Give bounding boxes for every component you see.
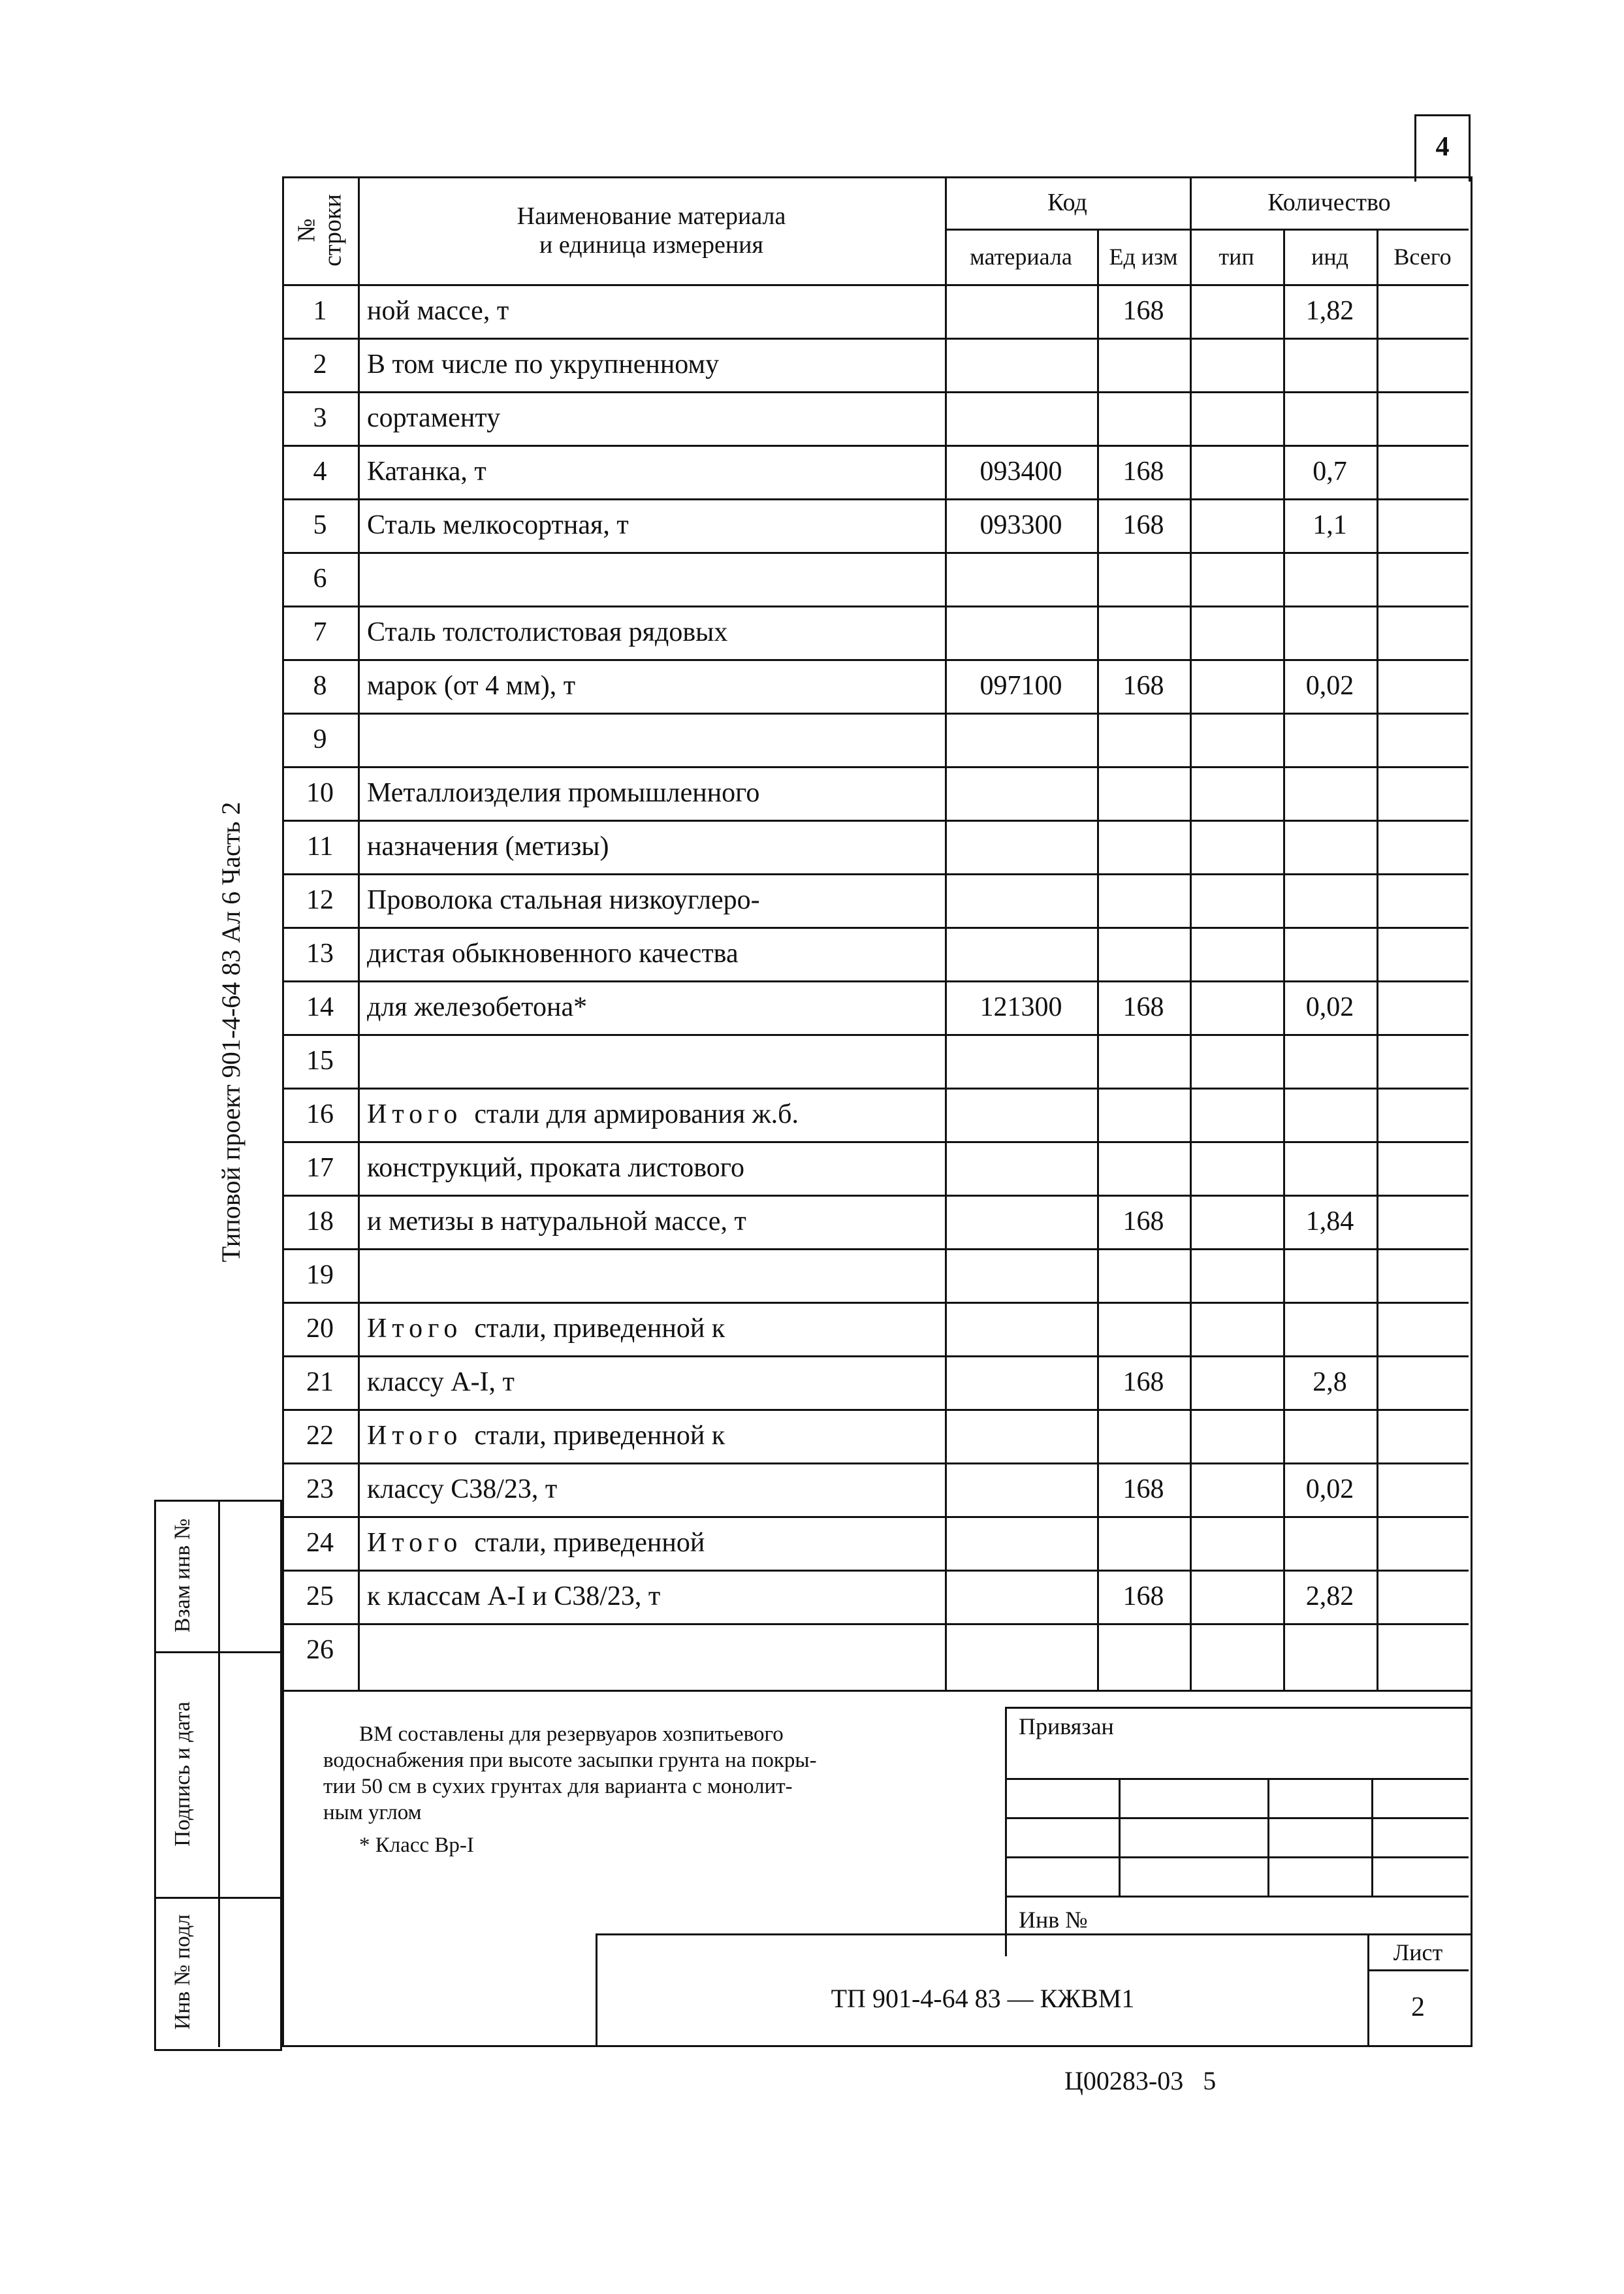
privyazan-line-3 [1005,1856,1469,1858]
row-unit [1097,873,1190,927]
row-name [358,1141,945,1195]
row-type [1190,873,1283,927]
row-mat [945,1088,1097,1141]
row-type [1190,1088,1283,1141]
privyazan-line-4 [1005,1896,1469,1898]
row-unit: 168 [1122,296,1164,326]
row-type [1190,1623,1283,1677]
row-unit: 168 [1122,1206,1164,1236]
row-type [1190,1462,1283,1516]
row-name [358,445,945,498]
row-total [1377,1034,1469,1088]
row-mat: 093400 [979,457,1062,487]
row-type [1190,1302,1283,1355]
row-type [1190,1409,1283,1462]
row-number: 15 [306,1046,334,1076]
sheet-corner-number: 4 [1435,132,1450,162]
row-total [1377,498,1469,552]
header-qty-total: Всего [1393,243,1452,270]
row-ind [1283,1302,1377,1355]
row-type [1190,1141,1283,1195]
row-mat [945,284,1097,338]
row-name [358,391,945,445]
row-number: 21 [306,1367,334,1397]
row-mat [945,1462,1097,1516]
row-mat [945,1302,1097,1355]
row-total [1377,1355,1469,1409]
row-type [1190,1570,1283,1623]
row-name [358,606,945,659]
privyazan-col-2 [1267,1778,1269,1898]
row-name-text: к классам А-I и С38/23, т [367,1581,661,1611]
row-type [1190,1516,1283,1570]
row-unit: 168 [1122,671,1164,701]
row-number: 16 [306,1099,334,1129]
row-unit [1097,1516,1190,1570]
row-name [358,1409,945,1462]
inv-no-label: Инв № [1019,1907,1088,1933]
row-number: 3 [313,403,327,433]
row-number: 17 [306,1153,334,1183]
row-total [1377,980,1469,1034]
row-unit [1097,1141,1190,1195]
row-name [358,1516,945,1570]
row-name [358,820,945,873]
list-label: Лист [1393,1939,1443,1965]
row-mat: 093300 [979,510,1062,540]
row-type [1190,498,1283,552]
row-number: 14 [306,992,334,1022]
row-ind: 0,02 [1305,992,1354,1022]
row-name [358,1355,945,1409]
row-total [1377,552,1469,606]
row-unit [1097,1409,1190,1462]
row-number: 11 [306,832,334,862]
row-number: 18 [306,1206,334,1236]
row-total [1377,927,1469,980]
row-name-text: для железобетона* [367,992,588,1022]
row-mat [945,1623,1097,1677]
row-type [1190,1034,1283,1088]
row-number: 4 [313,457,327,487]
row-mat [945,820,1097,873]
row-mat [945,1570,1097,1623]
header-name: Наименование материала и единица измерения [517,202,786,259]
row-ind [1283,713,1377,766]
row-number: 7 [313,617,327,647]
row-name-text: стали, приведенной [474,1528,705,1558]
row-name-text: сортаменту [367,403,501,433]
row-unit [1097,1248,1190,1302]
row-total [1377,766,1469,820]
row-total [1377,284,1469,338]
row-total [1377,659,1469,713]
row-unit [1097,1623,1190,1677]
header-code-material: материала [970,243,1072,270]
row-mat: 121300 [979,992,1062,1022]
row-ind [1283,606,1377,659]
row-total [1377,873,1469,927]
row-total [1377,606,1469,659]
row-name [358,284,945,338]
row-ind [1283,391,1377,445]
row-type [1190,927,1283,980]
row-ind [1283,927,1377,980]
row-number: 24 [306,1528,334,1558]
note-line-3: тии 50 см в сухих грунтах для варианта с монолит- [323,1775,793,1798]
row-name-text: назначения (метизы) [367,832,609,862]
row-ind [1283,1088,1377,1141]
row-number: 2 [313,349,327,380]
row-type [1190,552,1283,606]
row-ind [1283,338,1377,391]
row-name [358,927,945,980]
row-mat [945,1516,1097,1570]
row-name-text: марок (от 4 мм), т [367,671,576,701]
row-ind [1283,1409,1377,1462]
row-ind: 0,7 [1313,457,1347,487]
header-qty-ind: инд [1311,243,1348,270]
row-name-text: Металлоизделия промышленного [367,778,760,808]
row-number: 8 [313,671,327,701]
row-total [1377,1409,1469,1462]
row-total [1377,1623,1469,1677]
row-unit [1097,1302,1190,1355]
row-number: 12 [306,885,334,915]
footnote: * Класс Вр-I [359,1834,474,1857]
row-total [1377,1302,1469,1355]
row-number: 9 [313,724,327,754]
row-mat [945,606,1097,659]
row-ind: 2,8 [1313,1367,1347,1397]
note-line-4: ным углом [323,1801,422,1824]
side-stamp-podpis: Подпись и дата [170,1702,195,1847]
row-unit [1097,1088,1190,1141]
row-ind [1283,1248,1377,1302]
privyazan-line-1 [1005,1778,1469,1780]
row-name-text: Сталь мелкосортная, т [367,510,629,540]
row-mat [945,1409,1097,1462]
row-unit [1097,713,1190,766]
row-name-prefix: Итого [367,1528,463,1558]
row-name [358,1195,945,1248]
row-name [358,1570,945,1623]
row-name-text: ной массе, т [367,296,509,326]
row-unit: 168 [1122,457,1164,487]
privyazan-col-3 [1371,1778,1373,1898]
privyazan-label: Привязан [1019,1713,1114,1739]
row-type [1190,820,1283,873]
header-code-unit: Ед изм [1109,243,1178,270]
row-type [1190,606,1283,659]
row-unit [1097,391,1190,445]
row-total [1377,1516,1469,1570]
row-number: 10 [306,778,334,808]
row-name [358,713,945,766]
row-name-text: дистая обыкновенного качества [367,939,739,969]
row-unit: 168 [1122,1474,1164,1504]
privyazan-col-1 [1119,1778,1121,1898]
row-name [358,1302,945,1355]
row-mat [945,552,1097,606]
list-number: 2 [1411,1992,1425,2022]
row-ind: 0,02 [1305,671,1354,701]
side-caption: Типовой проект 901-4-64 83 Ал 6 Часть 2 [216,801,246,1263]
row-mat [945,766,1097,820]
row-number: 25 [306,1581,334,1611]
row-unit [1097,606,1190,659]
row-unit [1097,820,1190,873]
side-stamp-divider [218,1500,220,2047]
row-mat: 097100 [979,671,1062,701]
row-number: 13 [306,939,334,969]
row-name-text: В том числе по укрупненному [367,349,720,380]
header-qty-type: тип [1218,243,1254,270]
row-ind: 1,1 [1313,510,1347,540]
side-stamp-inv: Инв № подл [170,1914,195,2030]
row-name [358,498,945,552]
row-total [1377,1141,1469,1195]
row-name [358,659,945,713]
row-name-text: стали, приведенной к [474,1421,725,1451]
row-name-text: Сталь толстолистовая рядовых [367,617,728,647]
row-name-text: Катанка, т [367,457,486,487]
doc-code: ТП 901-4-64 83 — КЖВМ1 [831,1984,1135,2013]
row-mat [945,1034,1097,1088]
row-mat [945,1248,1097,1302]
row-type [1190,659,1283,713]
row-ind [1283,766,1377,820]
row-unit: 168 [1122,1581,1164,1611]
row-name-prefix: Итого [367,1099,463,1129]
row-type [1190,980,1283,1034]
row-unit [1097,927,1190,980]
row-mat [945,713,1097,766]
row-name [358,1034,945,1088]
row-number: 1 [313,296,327,326]
row-type [1190,713,1283,766]
row-total [1377,820,1469,873]
row-number: 26 [306,1635,334,1665]
row-ind [1283,873,1377,927]
row-name [358,1462,945,1516]
privyazan-line-2 [1005,1817,1469,1819]
row-ind [1283,1516,1377,1570]
row-type [1190,338,1283,391]
row-mat [945,927,1097,980]
side-stamp-vzam: Взам инв № [170,1518,195,1633]
row-unit: 168 [1122,510,1164,540]
row-type [1190,1195,1283,1248]
row-name-text: классу А-I, т [367,1367,515,1397]
row-name-text: Проволока стальная низкоуглеро- [367,885,760,915]
row-total [1377,713,1469,766]
row-name-text: стали, приведенной к [474,1314,725,1344]
row-name [358,873,945,927]
row-unit [1097,766,1190,820]
header-quantity: Количество [1267,189,1391,216]
row-total [1377,1088,1469,1141]
header-row-no: № строки [293,194,346,267]
row-number: 22 [306,1421,334,1451]
row-number: 6 [313,564,327,594]
row-number: 23 [306,1474,334,1504]
note-block [323,1721,898,1858]
row-number: 19 [306,1260,334,1290]
row-total [1377,1248,1469,1302]
row-mat [945,1355,1097,1409]
row-name [358,766,945,820]
row-ind: 2,82 [1305,1581,1354,1611]
row-total [1377,1462,1469,1516]
row-type [1190,1355,1283,1409]
row-mat [945,873,1097,927]
row-ind [1283,1034,1377,1088]
row-name-text: стали для армирования ж.б. [474,1099,799,1129]
row-ind [1283,1623,1377,1677]
row-name [358,1623,945,1677]
row-type [1190,766,1283,820]
row-type [1190,391,1283,445]
row-name-text: классу С38/23, т [367,1474,558,1504]
row-number: 20 [306,1314,334,1344]
row-mat [945,391,1097,445]
row-name [358,980,945,1034]
row-type [1190,1248,1283,1302]
row-type [1190,445,1283,498]
row-ind: 0,02 [1305,1474,1354,1504]
row-name-text: конструкций, проката листового [367,1153,744,1183]
row-unit [1097,552,1190,606]
row-ind [1283,552,1377,606]
header-code: Код [1047,189,1087,216]
row-ind: 1,84 [1305,1206,1354,1236]
row-mat [945,1195,1097,1248]
row-unit: 168 [1122,992,1164,1022]
row-unit [1097,338,1190,391]
row-unit [1097,1034,1190,1088]
row-total [1377,445,1469,498]
row-mat [945,1141,1097,1195]
bottom-code: Ц00283-03 5 [1064,2066,1217,2095]
row-name [358,338,945,391]
row-name [358,552,945,606]
note-line-2: водоснабжения при высоте засыпки грунта на покры- [323,1749,817,1772]
row-total [1377,391,1469,445]
row-unit: 168 [1122,1367,1164,1397]
row-name-prefix: Итого [367,1421,463,1451]
row-name-text: и метизы в натуральной массе, т [367,1206,746,1236]
row-total [1377,338,1469,391]
row-name [358,1088,945,1141]
row-name-prefix: Итого [367,1314,463,1344]
row-total [1377,1570,1469,1623]
row-ind: 1,82 [1305,296,1354,326]
row-ind [1283,1141,1377,1195]
row-name [358,1248,945,1302]
row-number: 5 [313,510,327,540]
note-line-1: ВМ составлены для резервуаров хозпитьевого [359,1722,784,1746]
row-total [1377,1195,1469,1248]
row-ind [1283,820,1377,873]
row-mat [945,338,1097,391]
row-type [1190,284,1283,338]
